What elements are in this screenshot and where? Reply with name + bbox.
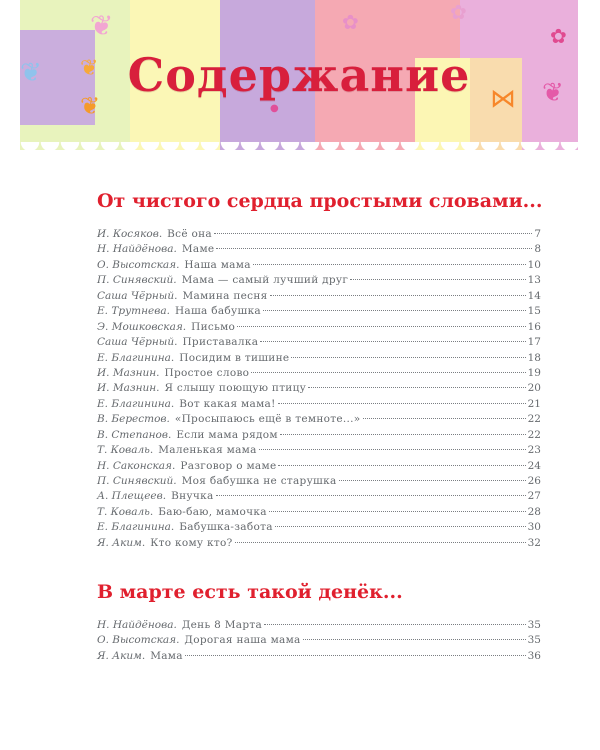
entry-page: 21: [527, 397, 541, 410]
toc-entry[interactable]: [97, 634, 541, 649]
toc-entry[interactable]: [97, 475, 541, 490]
entry-author: Я. Аким.: [97, 649, 146, 662]
dot-leader: [237, 326, 525, 327]
toc-entry[interactable]: [97, 537, 541, 552]
entry-title: Бабушка-забота: [179, 521, 273, 534]
entry-title: Вот какая мама!: [179, 397, 276, 410]
dot-leader: [350, 279, 525, 280]
entry-page: 10: [527, 258, 541, 271]
toc-entry[interactable]: [97, 305, 541, 320]
entry-page: 24: [527, 459, 541, 472]
entry-title: Мама — самый лучший друг: [181, 274, 349, 287]
entry-author: Я. Аким.: [97, 536, 146, 549]
toc-entry[interactable]: [97, 367, 541, 382]
entry-author: Н. Найдёнова.: [97, 619, 177, 631]
entry-author: П. Синявский.: [97, 274, 177, 287]
entry-author: Е. Благинина.: [97, 397, 175, 410]
scallop-edge: [20, 142, 578, 160]
entry-author: В. Степанов.: [97, 428, 172, 441]
section-heading: В марте есть такой денёк...: [97, 581, 403, 603]
toc-entry[interactable]: [97, 336, 541, 351]
entry-page: 14: [527, 289, 541, 302]
entry-page: 28: [527, 505, 541, 518]
dot-leader: [275, 526, 526, 527]
dot-leader: [253, 264, 526, 265]
entry-author: И. Косяков.: [97, 228, 163, 240]
toc-list: [97, 619, 541, 665]
leaf-icon: ❦: [80, 92, 101, 120]
toc-entry[interactable]: [97, 259, 541, 274]
toc-entry[interactable]: [97, 413, 541, 428]
entry-page: 36: [527, 649, 541, 662]
entry-title: Мама: [150, 649, 183, 662]
entry-title: Моя бабушка не старушка: [181, 475, 337, 487]
dot-leader: [259, 449, 526, 450]
entry-title: Маме: [181, 243, 215, 256]
toc-entry[interactable]: [97, 619, 541, 634]
entry-author: Саша Чёрный.: [97, 289, 178, 302]
entry-title: Наша бабушка: [174, 305, 261, 318]
entry-page: 22: [527, 428, 541, 441]
entry-author: Э. Мошковская.: [97, 320, 187, 333]
toc-entry[interactable]: [97, 228, 541, 243]
entry-title: Разговор о маме: [180, 459, 277, 472]
entry-page: 35: [527, 634, 541, 647]
toc-entry[interactable]: [97, 490, 541, 505]
section-heading: От чистого сердца простыми словами...: [97, 190, 543, 212]
toc-entry[interactable]: [97, 460, 541, 475]
entry-page: 22: [527, 413, 541, 426]
entry-author: О. Высотская.: [97, 258, 180, 271]
entry-page: 32: [527, 536, 541, 549]
entry-title: Внучка: [171, 490, 214, 503]
dot-leader: [235, 542, 526, 543]
dot-icon: ●: [270, 103, 279, 114]
toc-list: [97, 228, 541, 552]
entry-author: И. Мазнин.: [97, 382, 160, 395]
entry-page: 15: [527, 305, 541, 318]
entry-author: П. Синявский.: [97, 475, 177, 487]
entry-title: «Просыпаюсь ещё в темноте...»: [174, 413, 361, 426]
dot-leader: [303, 639, 526, 640]
dot-leader: [308, 387, 525, 388]
entry-page: 35: [527, 619, 541, 631]
dot-leader: [291, 357, 525, 358]
dot-leader: [216, 495, 526, 496]
toc-entry[interactable]: [97, 521, 541, 536]
leaf-icon: ❦: [20, 58, 42, 88]
leaf-icon: ❦: [90, 9, 114, 42]
entry-page: 27: [527, 490, 541, 503]
entry-title: Наша мама: [184, 258, 251, 271]
entry-page: 8: [534, 243, 541, 256]
toc-entry[interactable]: [97, 398, 541, 413]
entry-title: Маленькая мама: [158, 444, 257, 457]
entry-author: Е. Трутнева.: [97, 305, 170, 318]
dot-leader: [270, 295, 526, 296]
flower-icon: ✿: [550, 24, 567, 48]
entry-page: 7: [534, 228, 541, 240]
entry-title: Мамина песня: [182, 289, 268, 302]
entry-title: Баю-баю, мамочка: [158, 505, 267, 518]
toc-entry[interactable]: [97, 506, 541, 521]
entry-page: 20: [527, 382, 541, 395]
entry-author: Е. Благинина.: [97, 351, 175, 364]
entry-title: Приставалка: [182, 336, 259, 349]
dot-leader: [339, 480, 526, 481]
entry-title: Дорогая наша мама: [184, 634, 301, 647]
entry-page: 19: [527, 366, 541, 379]
entry-page: 26: [527, 475, 541, 487]
dot-leader: [278, 465, 525, 466]
leaf-icon: ❦: [542, 78, 564, 108]
dot-leader: [269, 511, 526, 512]
entry-title: Посидим в тишине: [179, 351, 290, 364]
toc-entry[interactable]: [97, 290, 541, 305]
entry-author: И. Мазнин.: [97, 366, 160, 379]
entry-author: О. Высотская.: [97, 634, 180, 647]
entry-page: 13: [527, 274, 541, 287]
toc-entry[interactable]: [97, 444, 541, 459]
entry-author: Т. Коваль.: [97, 505, 154, 518]
dot-leader: [216, 248, 532, 249]
flower-icon: ✿: [342, 10, 359, 34]
leaf-icon: ❦: [80, 56, 99, 81]
entry-page: 23: [527, 444, 541, 457]
flower-icon: ✿: [450, 0, 467, 24]
dot-leader: [280, 434, 526, 435]
entry-author: Н. Саконская.: [97, 459, 176, 472]
toc-entry[interactable]: [97, 382, 541, 397]
toc-entry[interactable]: [97, 243, 541, 258]
dot-leader: [363, 418, 526, 419]
toc-entry[interactable]: [97, 321, 541, 336]
toc-entry[interactable]: [97, 650, 541, 665]
entry-title: Если мама рядом: [176, 428, 278, 441]
dot-leader: [278, 403, 526, 404]
entry-author: А. Плещеев.: [97, 490, 167, 503]
entry-title: Письмо: [191, 320, 236, 333]
entry-author: Н. Найдёнова.: [97, 243, 177, 256]
entry-author: В. Берестов.: [97, 413, 170, 426]
dot-leader: [185, 655, 526, 656]
toc-entry[interactable]: [97, 352, 541, 367]
header-banner: [20, 0, 578, 160]
entry-page: 18: [527, 351, 541, 364]
entry-page: 16: [527, 320, 541, 333]
entry-title: День 8 Марта: [181, 619, 263, 631]
entry-author: Саша Чёрный.: [97, 336, 178, 349]
dot-leader: [214, 233, 532, 234]
dot-leader: [260, 341, 525, 342]
dot-leader: [264, 624, 526, 625]
dot-leader: [263, 310, 526, 311]
entry-title: Кто кому кто?: [150, 536, 233, 549]
entry-title: Всё она: [167, 228, 212, 240]
entry-title: Простое слово: [164, 366, 250, 379]
toc-entry[interactable]: [97, 429, 541, 444]
entry-author: Е. Благинина.: [97, 521, 175, 534]
toc-entry[interactable]: [97, 274, 541, 289]
bow-icon: ⋈: [490, 84, 516, 114]
entry-author: Т. Коваль.: [97, 444, 154, 457]
page-title: Содержание: [127, 48, 471, 102]
dot-leader: [251, 372, 525, 373]
entry-page: 17: [527, 336, 541, 349]
entry-page: 30: [527, 521, 541, 534]
entry-title: Я слышу поющую птицу: [164, 382, 307, 395]
